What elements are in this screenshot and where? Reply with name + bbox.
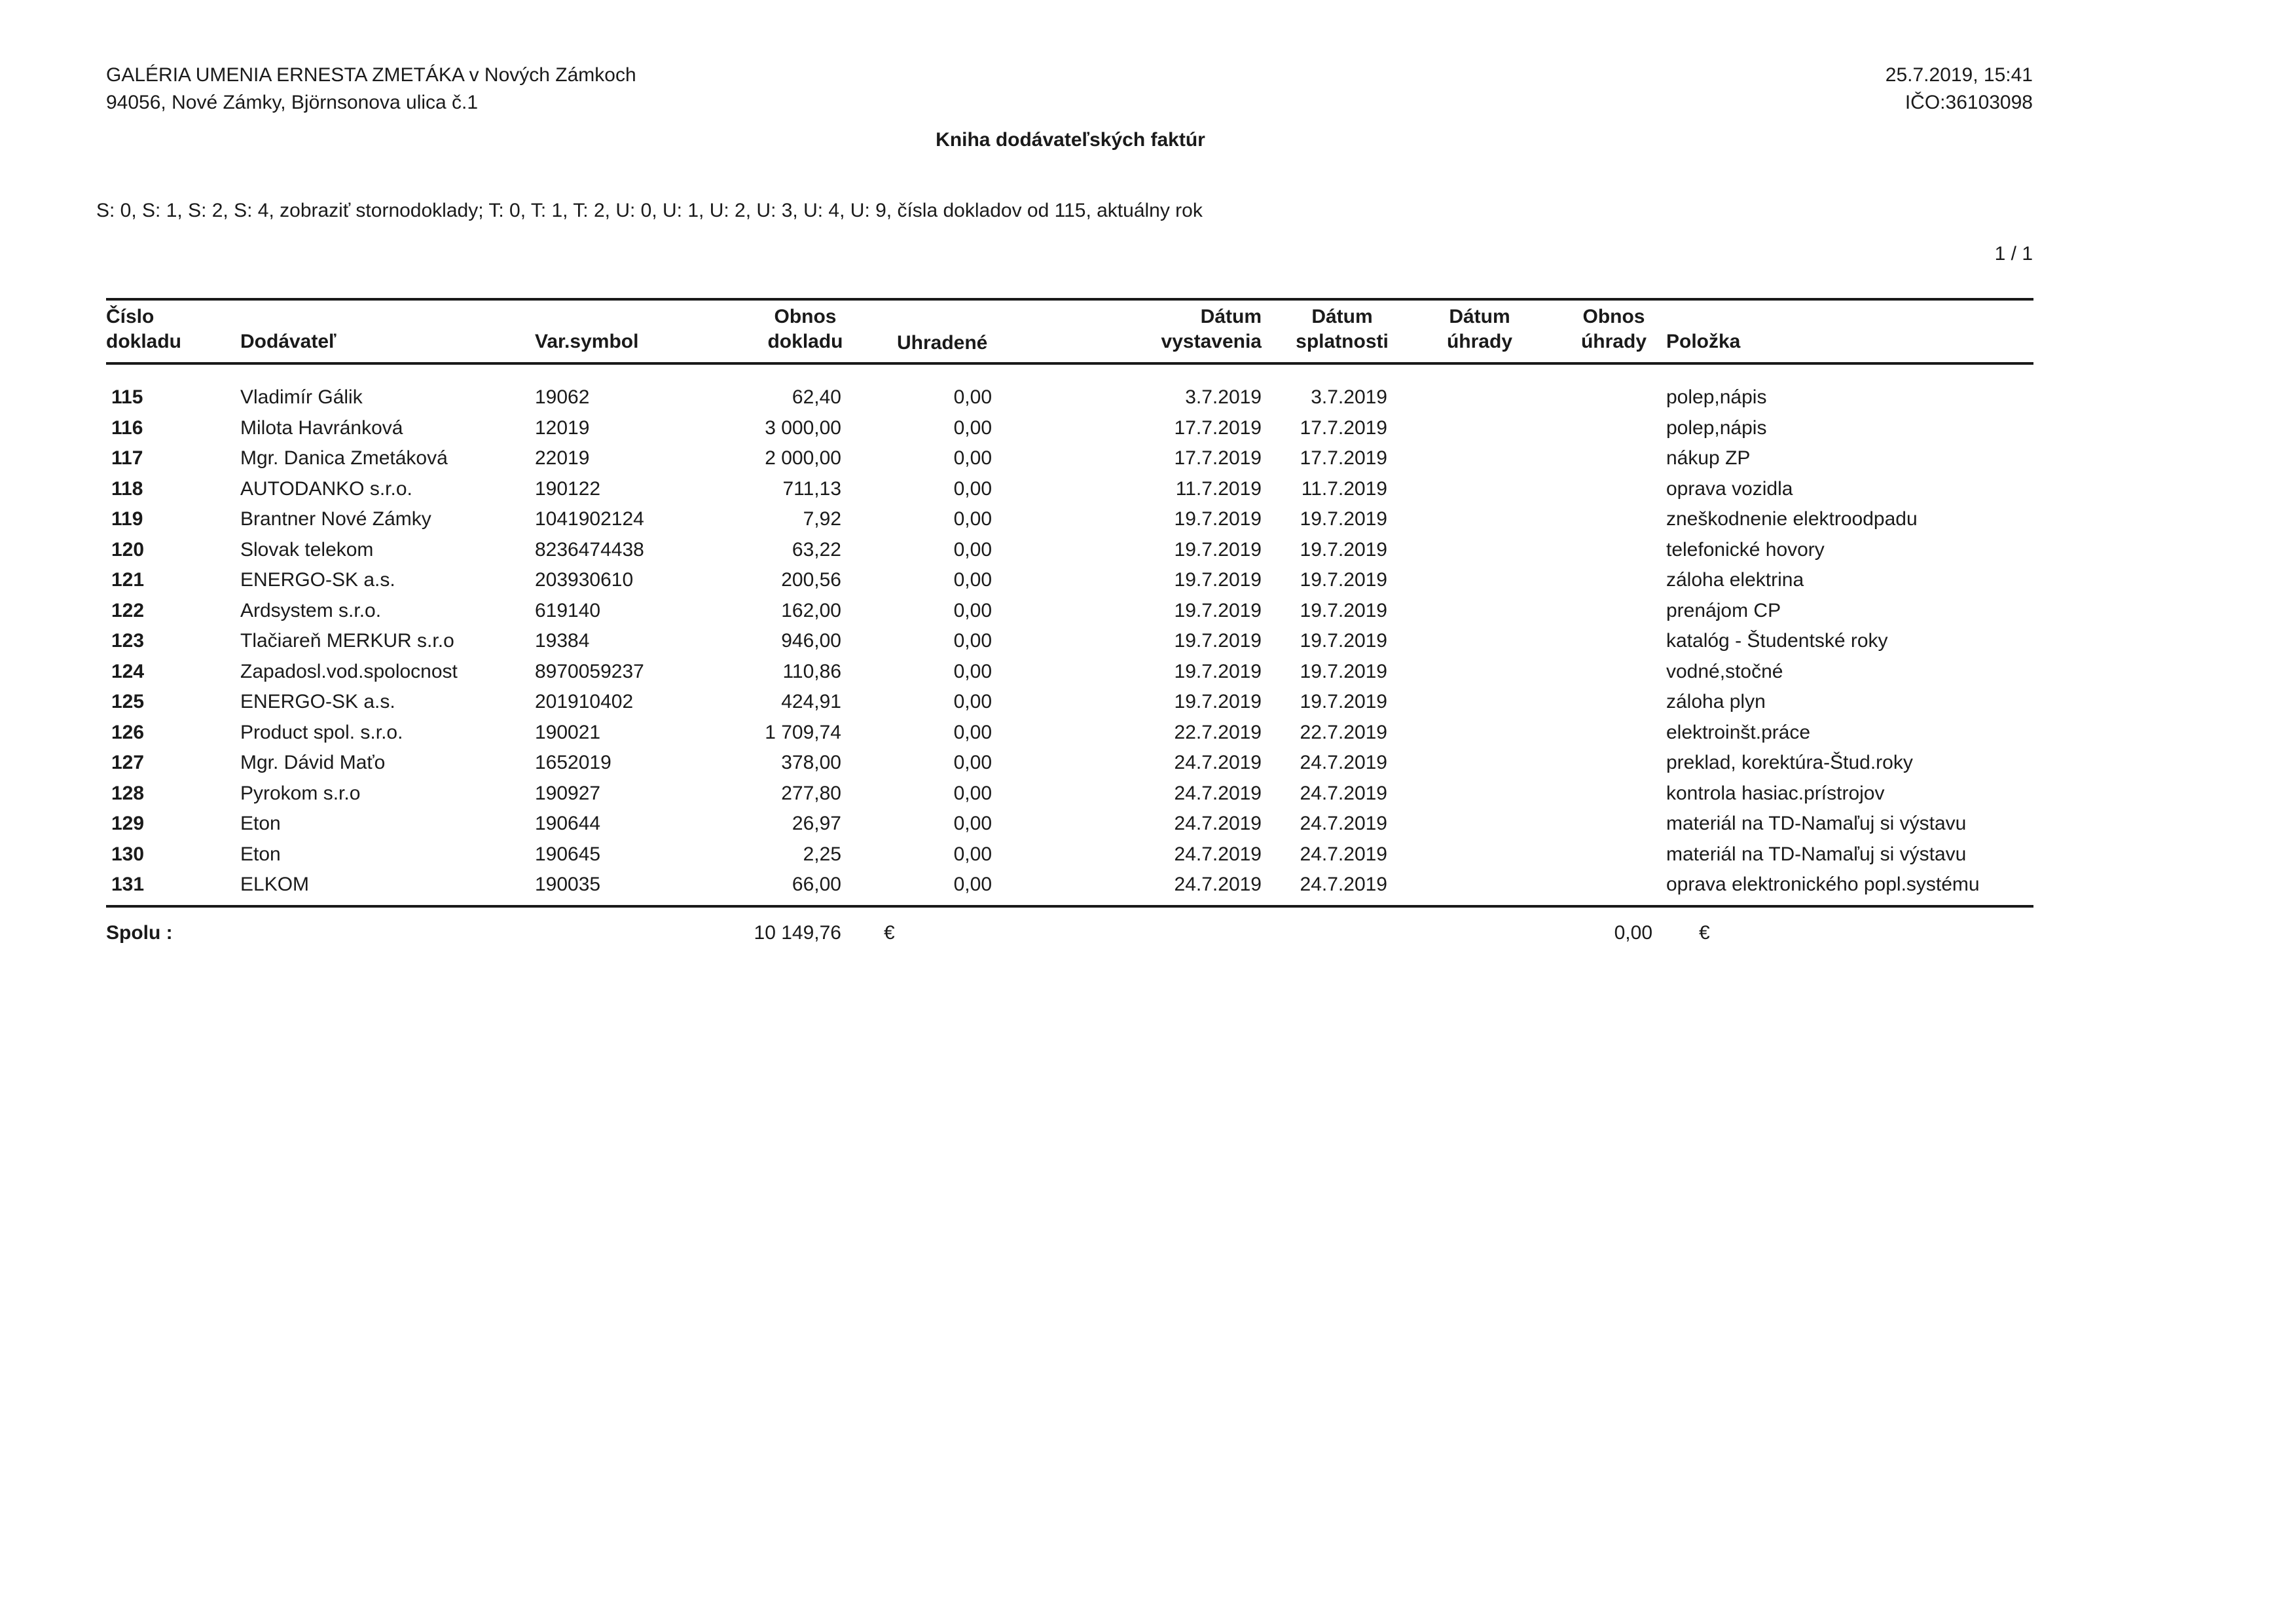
invoice-number: 129 bbox=[111, 813, 145, 834]
print-datetime: 25.7.2019, 15:41 bbox=[1885, 64, 2033, 86]
variable-symbol: 619140 bbox=[535, 599, 601, 621]
variable-symbol: 190035 bbox=[535, 874, 601, 895]
invoice-number: 120 bbox=[111, 538, 145, 561]
supplier: ENERGO-SK a.s. bbox=[240, 569, 395, 591]
table-row bbox=[0, 413, 2296, 443]
paid-amount: 0,00 bbox=[953, 569, 992, 591]
supplier: Mgr. Danica Zmetáková bbox=[240, 447, 448, 469]
issue-date: 24.7.2019 bbox=[1174, 813, 1262, 834]
print-info bbox=[1886, 62, 2033, 117]
item-description: nákup ZP bbox=[1666, 447, 1751, 469]
paid-amount: 0,00 bbox=[953, 782, 992, 804]
issue-date: 19.7.2019 bbox=[1174, 630, 1262, 652]
due-date: 24.7.2019 bbox=[1300, 843, 1387, 865]
col-header-cislo: Číslo dokladu bbox=[106, 306, 182, 352]
item-description: oprava elektronického popl.systému bbox=[1666, 874, 1980, 895]
issue-date: 19.7.2019 bbox=[1174, 569, 1262, 591]
paid-amount: 0,00 bbox=[953, 691, 992, 712]
invoice-amount: 711,13 bbox=[782, 477, 841, 500]
col-header-var-symbol: Var.symbol bbox=[535, 331, 639, 352]
issue-date: 22.7.2019 bbox=[1174, 721, 1262, 743]
table-row bbox=[0, 443, 2296, 473]
table-row bbox=[0, 565, 2296, 595]
table-row bbox=[0, 535, 2296, 565]
item-description: katalóg - Študentské roky bbox=[1666, 630, 1888, 652]
variable-symbol: 1652019 bbox=[535, 752, 611, 773]
due-date: 19.7.2019 bbox=[1300, 691, 1387, 712]
table-row bbox=[0, 626, 2296, 656]
invoice-number: 117 bbox=[111, 447, 143, 469]
supplier: Brantner Nové Zámky bbox=[240, 508, 431, 530]
variable-symbol: 190644 bbox=[535, 813, 601, 834]
filter-description: S: 0, S: 1, S: 2, S: 4, zobraziť stornodoklady; T: 0, T: 1, T: 2, U: 0, U: 1, U: 2, U: 3, U: 4, U: 9, čísla dokladov od 115, aktuálny rok bbox=[96, 200, 1203, 221]
due-date: 22.7.2019 bbox=[1300, 721, 1387, 743]
paid-amount: 0,00 bbox=[953, 416, 992, 439]
invoice-amount: 110,86 bbox=[782, 660, 841, 682]
paid-amount: 0,00 bbox=[953, 843, 992, 865]
paid-amount: 0,00 bbox=[953, 660, 992, 682]
item-description: kontrola hasiac.prístrojov bbox=[1666, 782, 1885, 804]
invoice-number: 123 bbox=[111, 630, 145, 652]
company-id: IČO:36103098 bbox=[1904, 92, 2033, 113]
due-date: 19.7.2019 bbox=[1300, 630, 1387, 652]
item-description: elektroinšt.práce bbox=[1666, 721, 1811, 743]
issue-date: 19.7.2019 bbox=[1174, 660, 1262, 682]
due-date: 19.7.2019 bbox=[1300, 660, 1387, 682]
table-row bbox=[0, 779, 2296, 809]
item-description: záloha elektrina bbox=[1666, 569, 1804, 591]
col-header-datum-splatnosti: Dátum splatnosti bbox=[1296, 306, 1389, 352]
table-row bbox=[0, 870, 2296, 900]
invoice-amount: 62,40 bbox=[792, 386, 841, 408]
paid-amount: 0,00 bbox=[953, 630, 992, 652]
paid-amount: 0,00 bbox=[953, 752, 992, 773]
supplier: ELKOM bbox=[240, 874, 310, 895]
paid-amount: 0,00 bbox=[953, 477, 992, 500]
item-description: materiál na TD-Namaľuj si výstavu bbox=[1666, 813, 1967, 834]
issue-date: 3.7.2019 bbox=[1185, 386, 1262, 408]
issue-date: 11.7.2019 bbox=[1175, 477, 1262, 500]
due-date: 24.7.2019 bbox=[1300, 874, 1387, 895]
issue-date: 17.7.2019 bbox=[1174, 416, 1262, 439]
invoice-number: 130 bbox=[111, 843, 145, 865]
supplier: Product spol. s.r.o. bbox=[240, 721, 403, 743]
table-row bbox=[0, 748, 2296, 778]
paid-amount: 0,00 bbox=[953, 813, 992, 834]
table-row bbox=[0, 687, 2296, 717]
due-date: 19.7.2019 bbox=[1300, 569, 1387, 591]
paid-amount: 0,00 bbox=[953, 538, 992, 561]
supplier: Tlačiareň MERKUR s.r.o bbox=[240, 630, 454, 652]
paid-amount: 0,00 bbox=[953, 386, 992, 408]
page-number: 1 / 1 bbox=[1994, 243, 2033, 265]
table-row bbox=[0, 809, 2296, 839]
item-description: vodné,stočné bbox=[1666, 660, 1783, 682]
due-date: 19.7.2019 bbox=[1300, 508, 1387, 530]
variable-symbol: 8970059237 bbox=[535, 660, 644, 682]
total-paid-currency: € bbox=[1699, 922, 1710, 944]
supplier: Eton bbox=[240, 813, 281, 834]
organization-address: 94056, Nové Zámky, Björnsonova ulica č.1 bbox=[106, 92, 479, 113]
total-paid: 0,00 bbox=[1614, 922, 1652, 944]
due-date: 3.7.2019 bbox=[1311, 386, 1387, 408]
item-description: prenájom CP bbox=[1666, 599, 1781, 621]
item-description: zneškodnenie elektroodpadu bbox=[1666, 508, 1918, 530]
table-row bbox=[0, 657, 2296, 687]
issue-date: 19.7.2019 bbox=[1174, 599, 1262, 621]
item-description: preklad, korektúra-Štud.roky bbox=[1666, 752, 1913, 773]
table-row bbox=[0, 474, 2296, 504]
variable-symbol: 190927 bbox=[535, 782, 601, 804]
table-bottom-rule bbox=[106, 905, 2033, 908]
variable-symbol: 19384 bbox=[535, 630, 590, 652]
variable-symbol: 22019 bbox=[535, 447, 590, 469]
invoice-amount: 424,91 bbox=[781, 691, 841, 712]
issue-date: 17.7.2019 bbox=[1174, 447, 1262, 469]
table-row bbox=[0, 596, 2296, 626]
invoice-amount: 2,25 bbox=[803, 843, 841, 865]
table-row bbox=[0, 840, 2296, 870]
supplier: Zapadosl.vod.spolocnost bbox=[240, 660, 458, 682]
variable-symbol: 190021 bbox=[535, 721, 601, 743]
document-title: Kniha dodávateľských faktúr bbox=[936, 129, 1205, 151]
col-header-datum-vystavenia: Dátum vystavenia bbox=[1161, 306, 1262, 352]
variable-symbol: 12019 bbox=[535, 416, 590, 439]
invoice-number: 125 bbox=[111, 691, 145, 712]
invoice-amount: 3 000,00 bbox=[765, 416, 841, 439]
invoice-number: 116 bbox=[111, 416, 143, 439]
paid-amount: 0,00 bbox=[953, 874, 992, 895]
item-description: materiál na TD-Namaľuj si výstavu bbox=[1666, 843, 1967, 865]
table-top-rule bbox=[106, 298, 2033, 301]
total-amount-currency: € bbox=[884, 922, 895, 944]
invoice-amount: 378,00 bbox=[781, 752, 841, 773]
supplier: Milota Havránková bbox=[240, 416, 403, 439]
issue-date: 19.7.2019 bbox=[1174, 508, 1262, 530]
due-date: 24.7.2019 bbox=[1300, 813, 1387, 834]
supplier: Pyrokom s.r.o bbox=[240, 782, 361, 804]
variable-symbol: 190645 bbox=[535, 843, 601, 865]
invoice-number: 128 bbox=[111, 782, 145, 804]
variable-symbol: 203930610 bbox=[535, 569, 634, 591]
invoice-number: 131 bbox=[111, 874, 145, 895]
col-header-dodavatel: Dodávateľ bbox=[240, 331, 337, 352]
issue-date: 24.7.2019 bbox=[1174, 782, 1262, 804]
invoice-number: 115 bbox=[111, 386, 143, 408]
invoice-amount: 1 709,74 bbox=[765, 721, 841, 743]
col-header-uhradene: Uhradené bbox=[897, 332, 988, 354]
item-description: oprava vozidla bbox=[1666, 477, 1793, 500]
supplier: AUTODANKO s.r.o. bbox=[240, 477, 412, 500]
paid-amount: 0,00 bbox=[953, 508, 992, 530]
invoice-amount: 200,56 bbox=[781, 569, 841, 591]
invoice-number: 122 bbox=[111, 599, 145, 621]
variable-symbol: 1041902124 bbox=[535, 508, 644, 530]
invoice-number: 118 bbox=[111, 477, 143, 500]
supplier: ENERGO-SK a.s. bbox=[240, 691, 395, 712]
item-description: telefonické hovory bbox=[1666, 538, 1825, 561]
paid-amount: 0,00 bbox=[953, 721, 992, 743]
item-description: polep,nápis bbox=[1666, 386, 1767, 408]
supplier: Vladimír Gálik bbox=[240, 386, 363, 408]
col-header-obnos-dokladu: Obnos dokladu bbox=[767, 306, 843, 352]
issue-date: 24.7.2019 bbox=[1174, 843, 1262, 865]
due-date: 17.7.2019 bbox=[1300, 447, 1387, 469]
invoice-amount: 162,00 bbox=[781, 599, 841, 621]
organization-name: GALÉRIA UMENIA ERNESTA ZMETÁKA v Nových Zámkoch bbox=[106, 64, 636, 86]
table-header-rule bbox=[106, 362, 2033, 365]
due-date: 19.7.2019 bbox=[1300, 599, 1387, 621]
invoice-amount: 277,80 bbox=[781, 782, 841, 804]
issue-date: 19.7.2019 bbox=[1174, 691, 1262, 712]
invoice-amount: 26,97 bbox=[792, 813, 841, 834]
supplier: Eton bbox=[240, 843, 281, 865]
col-header-datum-uhrady: Dátum úhrady bbox=[1446, 306, 1513, 352]
supplier: Mgr. Dávid Maťo bbox=[240, 752, 386, 773]
invoice-number: 119 bbox=[111, 508, 143, 530]
invoice-number: 121 bbox=[111, 569, 145, 591]
table-row bbox=[0, 382, 2296, 413]
invoice-amount: 946,00 bbox=[781, 630, 841, 652]
due-date: 17.7.2019 bbox=[1300, 416, 1387, 439]
variable-symbol: 8236474438 bbox=[535, 538, 644, 561]
col-header-polozka: Položka bbox=[1666, 331, 1741, 352]
table-row bbox=[0, 504, 2296, 534]
item-description: polep,nápis bbox=[1666, 416, 1767, 439]
due-date: 24.7.2019 bbox=[1300, 752, 1387, 773]
paid-amount: 0,00 bbox=[953, 447, 992, 469]
invoice-amount: 7,92 bbox=[803, 508, 841, 530]
invoice-number: 126 bbox=[111, 721, 145, 743]
issue-date: 19.7.2019 bbox=[1174, 538, 1262, 561]
totals-label: Spolu : bbox=[106, 922, 173, 944]
invoice-number: 127 bbox=[111, 752, 145, 773]
variable-symbol: 19062 bbox=[535, 386, 590, 408]
table-row bbox=[0, 718, 2296, 748]
issue-date: 24.7.2019 bbox=[1174, 874, 1262, 895]
paid-amount: 0,00 bbox=[953, 599, 992, 621]
supplier: Ardsystem s.r.o. bbox=[240, 599, 382, 621]
supplier: Slovak telekom bbox=[240, 538, 374, 561]
invoice-number: 124 bbox=[111, 660, 145, 682]
due-date: 11.7.2019 bbox=[1301, 477, 1387, 500]
invoice-amount: 63,22 bbox=[792, 538, 841, 561]
item-description: záloha plyn bbox=[1666, 691, 1766, 712]
issue-date: 24.7.2019 bbox=[1174, 752, 1262, 773]
total-amount: 10 149,76 bbox=[754, 922, 841, 944]
organization-header bbox=[106, 62, 636, 117]
variable-symbol: 190122 bbox=[535, 477, 601, 500]
col-header-obnos-uhrady: Obnos úhrady bbox=[1580, 306, 1647, 352]
due-date: 19.7.2019 bbox=[1300, 538, 1387, 561]
variable-symbol: 201910402 bbox=[535, 691, 634, 712]
invoice-amount: 2 000,00 bbox=[765, 447, 841, 469]
due-date: 24.7.2019 bbox=[1300, 782, 1387, 804]
invoice-amount: 66,00 bbox=[792, 874, 841, 895]
